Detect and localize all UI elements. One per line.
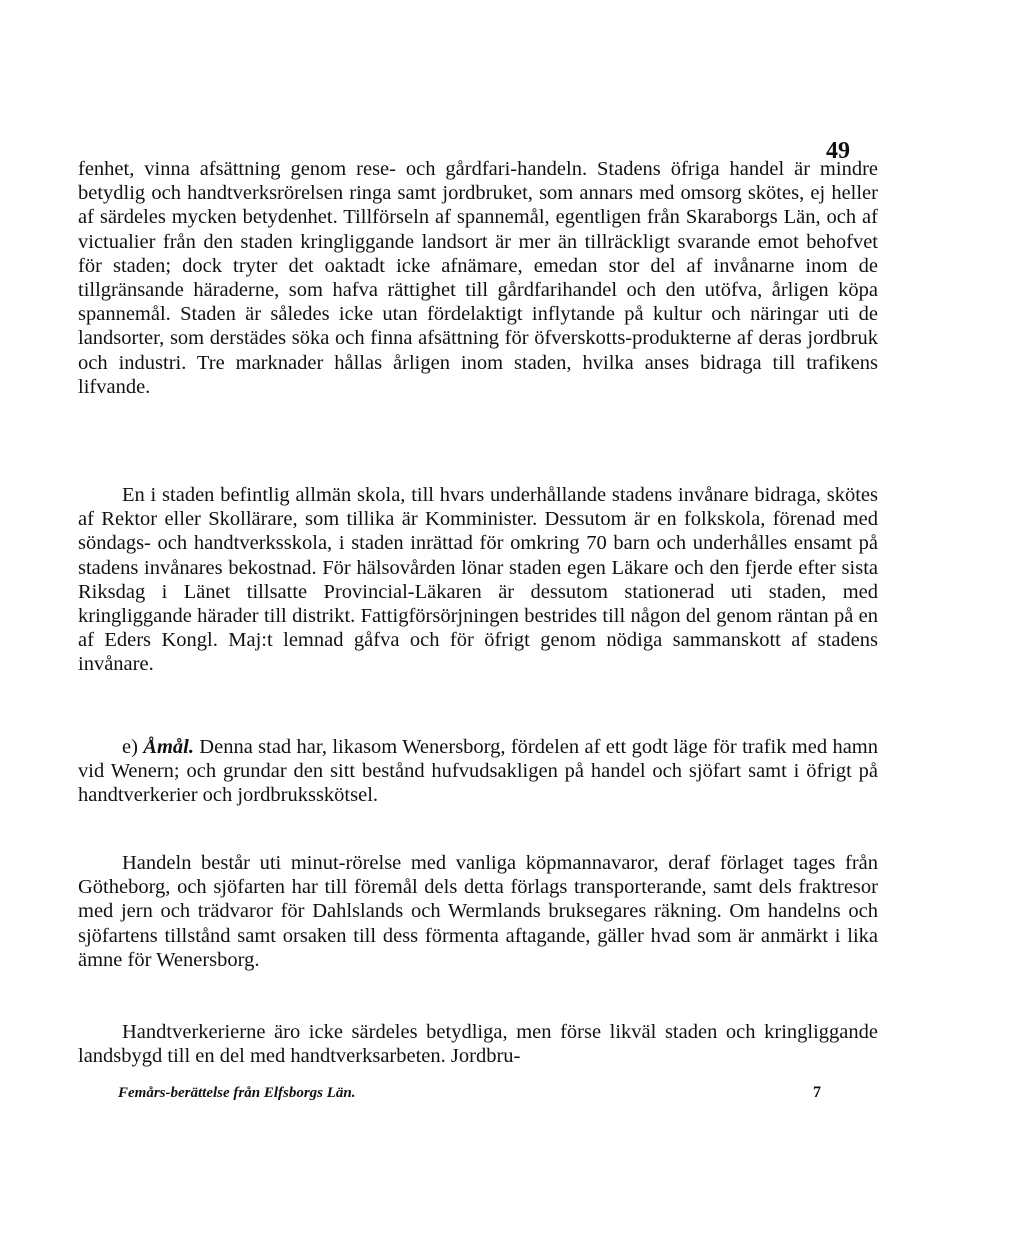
paragraph-text: Handtverkerierne äro icke särdeles betydliga, men förse likväl staden och kringliggande landsbygd till en del med handtverksarbeten. Jordbru- bbox=[78, 1021, 878, 1068]
section-prefix: e) bbox=[122, 736, 144, 758]
place-name: Åmål. bbox=[143, 736, 194, 758]
paragraph-crafts bbox=[78, 1020, 878, 1068]
page-number: 49 bbox=[826, 138, 850, 164]
paragraph-text: Handeln består uti minut-rörelse med vanliga köpmannavaror, deraf förlaget tages från Götheborg, och sjöfarten har till föremål dels detta förlags transporterande, samt dels fraktresor med jern och trädvaror för Dahlslands och Wermlands bruksegares räkning. Om handelns och sjöfartens tillstånd samt orsaken till dess förmenta aftagande, gäller hvad som är anmärkt i lika ämne för Wenersborg. bbox=[78, 852, 878, 971]
paragraph-trade bbox=[78, 157, 878, 399]
paragraph-text bbox=[78, 735, 878, 808]
running-footer-title: Femårs-berättelse från Elfsborgs Län. bbox=[118, 1085, 356, 1101]
paragraph-commerce bbox=[78, 851, 878, 972]
paragraph-amal bbox=[78, 735, 878, 808]
section-text: Denna stad har, likasom Wenersborg, fördelen af ett godt läge för trafik med hamn vid Wenern; och grundar den sitt bestånd hufvudsakligen på handel och sjöfart samt i öfrigt på handtverkerier och jordbruksskötsel. bbox=[78, 736, 878, 807]
paragraph-school bbox=[78, 483, 878, 677]
paragraph-text: fenhet, vinna afsättning genom rese- och gårdfari-handeln. Stadens öfriga handel är mindre betydlig och handtverksrörelsen ringa samt jordbruket, som annars med omsorg skötes, ej heller af särdeles mycken betydenhet. Tillförseln af spannemål, egentligen från Skaraborgs Län, och af victualier från den staden kringliggande landsort är mer än tillräckligt svarande emot behofvet för staden; dock tryter det oaktadt icke afnämare, emedan stor del af invånarne inom de tillgränsande häraderne, som hafva rättighet till gårdfarihandel och den utöfva, årligen köpa spannemål. Staden är således icke utan fördelaktigt inflytande på kultur och näringar uti de landsorter, som derstädes söka och finna afsättning för öfverskotts-produkterne af deras jordbruk och industri. Tre marknader hållas årligen inom staden, hvilka anses bidraga till trafikens lifvande. bbox=[78, 158, 878, 398]
signature-mark: 7 bbox=[813, 1084, 821, 1101]
paragraph-text: En i staden befintlig allmän skola, till hvars underhållande stadens invånare bidraga, skötes af Rektor eller Skollärare, som tillika är Komminister. Dessutom är en folkskola, förenad med söndags- och handtverksskola, i staden inrättad för omkring 70 barn och underhålles ensamt på stadens invånares bekostnad. För hälsovården lönar staden egen Läkare och den fjerde efter sista Riksdag i Länet tillsatte Provincial-Läkaren är dessutom stationerad uti staden, med kringliggande härader till distrikt. Fattigförsörjningen bestrides till någon del genom räntan på en af Eders Kongl. Maj:t lemnad gåfva och för öfrigt genom nödiga sammanskott af stadens invånare. bbox=[78, 484, 878, 676]
